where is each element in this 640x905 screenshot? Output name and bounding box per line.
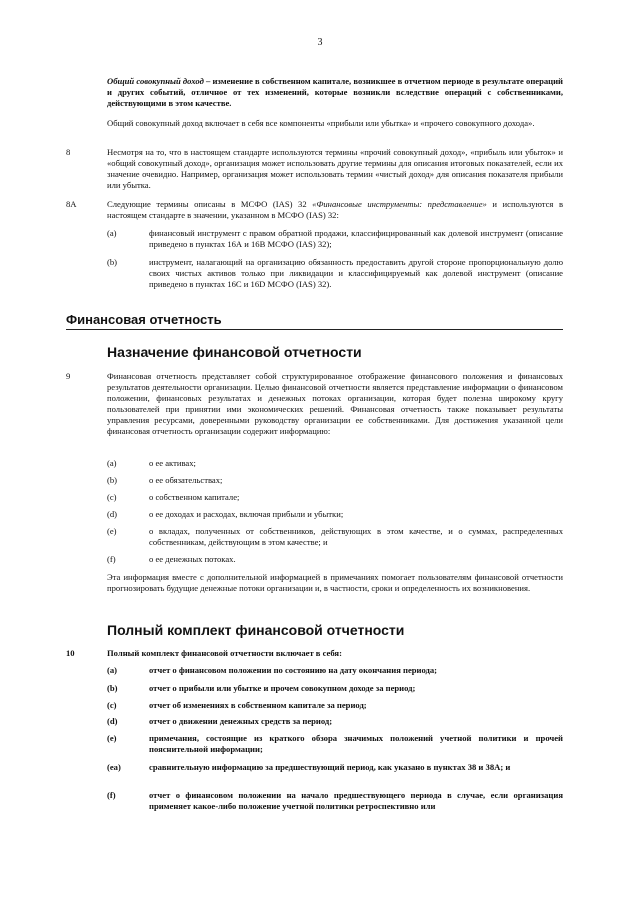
paragraph-8a-intro: [107, 199, 563, 221]
subsection-title-complete-set: Полный комплект финансовой отчетности: [107, 622, 405, 638]
ias32-title: «Финансовые инструменты: представление»: [312, 199, 487, 209]
list-item-text: инструмент, налагающий на организацию обязанность предоставить другой стороне пропорциональную долю своих чистых активов только при ликвидации и классифицируемый как долевой инструмент (описание приведено в пунктах 16С и 16D МСФО (IAS) 32).: [149, 257, 563, 289]
defined-term: Общий совокупный доход: [107, 76, 204, 86]
list-item-label: (b): [107, 257, 118, 267]
list-item-label: (d): [107, 716, 118, 726]
page-number: 3: [317, 37, 323, 48]
list-item-text: отчет о прибыли или убытке и прочем совокупном доходе за период;: [149, 683, 416, 693]
list-item-text: о собственном капитале;: [149, 492, 240, 502]
paragraph-9-text: Финансовая отчетность представляет собой структурированное отображение финансового положения и финансовых результатов деятельности организации. Целью финансовой отчетности является представление информации о финансовом положении, финансовых результатах и денежных потоках организации, которая будет полезна широкому кругу пользователей при принятии ими экономических решений. Финансовая отчетность также показывает результаты управления ресурсами, доверенными руководству организации ее собственниками. Для достижения указанной цели финансовая отчетность организации содержит информацию:: [107, 371, 563, 436]
list-item-text: о ее доходах и расходах, включая прибыли и убытки;: [149, 509, 344, 519]
definition-paragraph-2: Общий совокупный доход включает в себя все компоненты «прибыли или убытка» и «прочего совокупного дохода».: [107, 118, 535, 128]
list-item-text: отчет о финансовом положении на начало предшествующего периода в случае, если организация применяет какое-либо положение учетной политики ретроспективно или: [149, 790, 563, 811]
paragraph-number-9: 9: [66, 371, 71, 381]
list-item-text: примечания, состоящие из краткого обзора значимых положений учетной политики и прочей пояснительной информации;: [149, 733, 563, 754]
list-item-label: (b): [107, 683, 118, 693]
list-item-label: (a): [107, 458, 117, 468]
paragraph-10-intro: Полный комплект финансовой отчетности включает в себя:: [107, 648, 342, 658]
section-title: Финансовая отчетность: [66, 312, 563, 330]
paragraph-8-text: Несмотря на то, что в настоящем стандарте используются термины «прочий совокупный доход», «прибыль или убыток» и «общий совокупный доход», организация может использовать другие термины для описания итоговых показателей, если их значение очевидно. Например, организация может использовать термин «чистый доход» для описания показателя прибыли или убытка.: [107, 147, 563, 190]
subsection-title-purpose: Назначение финансовой отчетности: [107, 344, 362, 360]
paragraph-number-10: 10: [66, 648, 75, 658]
paragraph-9-closing: Эта информация вместе с дополнительной информацией в примечаниях помогает пользователям финансовой отчетности прогнозировать будущие денежные потоки организации и, в частности, сроки и определенность их возникновения.: [107, 572, 563, 593]
paragraph-number-8: 8: [66, 147, 71, 157]
list-item-text: о вкладах, полученных от собственников, действующих в этом качестве, и о суммах, распределенных собственникам, действующим в этом качестве; и: [149, 526, 563, 547]
paragraph-8a-intro-start: Следующие термины описаны в МСФО (IAS) 32: [107, 199, 313, 209]
list-item-text: финансовый инструмент с правом обратной продажи, классифицированный как долевой инструмент (описание приведено в пунктах 16А и 16В МСФО (IAS) 32);: [149, 228, 563, 249]
list-item-text: сравнительную информацию за предшествующий период, как указано в пунктах 38 и 38А; и: [149, 762, 511, 772]
list-item-text: о ее денежных потоках.: [149, 554, 236, 564]
paragraph-number-8a: 8А: [66, 199, 77, 209]
list-item-label: (f): [107, 554, 116, 564]
list-item-label: (e): [107, 733, 117, 743]
list-item-text: о ее обязательствах;: [149, 475, 223, 485]
list-item-label: (c): [107, 492, 117, 502]
list-item-label: (d): [107, 509, 118, 519]
paragraph-8a-intro-end: и используются в настоящем стандарте в значении, указанном в МСФО (IAS) 32:: [107, 199, 563, 220]
list-item-label: (f): [107, 790, 116, 800]
list-item-text: отчет об изменениях в собственном капитале за период;: [149, 700, 367, 710]
list-item-label: (a): [107, 228, 117, 238]
definition-dash: –: [203, 76, 213, 86]
list-item-label: (b): [107, 475, 118, 485]
list-item-text: отчет о движении денежных средств за период;: [149, 716, 333, 726]
list-item-label: (ea): [107, 762, 121, 772]
list-item-label: (c): [107, 700, 117, 710]
list-item-text: отчет о финансовом положении по состоянию на дату окончания периода;: [149, 665, 438, 675]
list-item-text: о ее активах;: [149, 458, 196, 468]
definition-text: изменение в собственном капитале, возникшее в отчетном периоде в результате операций и других событий, отличное от тех изменений, которые возникли вследствие операций с собственниками, действующими в этом качестве.: [107, 76, 564, 108]
list-item-label: (e): [107, 526, 117, 536]
list-item-label: (a): [107, 665, 118, 675]
definition-total-comprehensive-income: [107, 76, 563, 109]
